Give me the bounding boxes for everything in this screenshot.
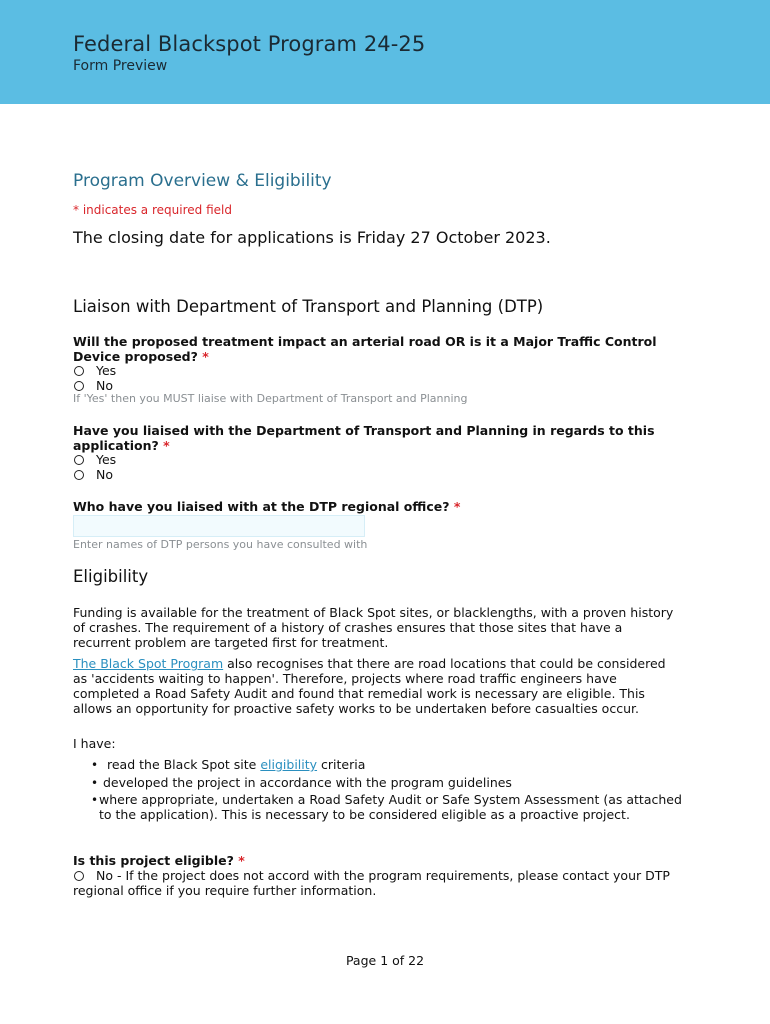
page-number: Page 1 of 22 <box>345 953 425 968</box>
question-hint: If 'Yes' then you MUST liaise with Department of Transport and Planning <box>73 392 468 405</box>
required-mark: * <box>238 853 245 868</box>
list-item: • developed the project in accordance with the program guidelines <box>73 776 683 791</box>
question-label: Is this project eligible? <box>73 853 234 868</box>
required-field-note: * indicates a required field <box>73 203 232 217</box>
question-label: Have you liaised with the Department of Transport and Planning in regards to this application? <box>73 423 655 453</box>
question-label: Who have you liaised with at the DTP regional office? <box>73 499 450 514</box>
question-label: Will the proposed treatment impact an arterial road OR is it a Major Traffic Control Device proposed? <box>73 334 657 364</box>
eligibility-heading: Eligibility <box>73 567 149 586</box>
list-item <box>73 758 683 773</box>
form-header <box>0 0 770 104</box>
question-arterial-road <box>73 334 693 364</box>
required-mark: * <box>163 438 170 453</box>
radio-option-no[interactable] <box>73 378 113 393</box>
radio-option-no[interactable] <box>73 868 683 898</box>
radio-option-yes[interactable] <box>73 363 116 378</box>
liaison-heading: Liaison with Department of Transport and Planning (DTP) <box>73 297 544 316</box>
eligibility-paragraph-1: Funding is available for the treatment of Black Spot sites, or blacklengths, with a proven history of crashes. The requirement of a history of crashes ensures that those sites that have a recurrent problem are targeted first for treatment. <box>73 605 674 650</box>
required-mark: * <box>453 499 461 514</box>
radio-circle[interactable] <box>74 455 84 465</box>
radio-label: No - If the project does not accord with the program requirements, please contact your DTP regional office if you require further information. <box>73 868 670 898</box>
dtp-contact-input[interactable] <box>73 515 365 537</box>
radio-circle[interactable] <box>74 381 84 391</box>
form-title: Federal Blackspot Program 24-25 <box>73 32 426 56</box>
radio-label: Yes <box>96 452 117 467</box>
eligibility-paragraph-2 <box>73 656 683 716</box>
list-item <box>73 793 683 822</box>
radio-label: No <box>96 467 113 482</box>
black-spot-program-link[interactable]: The Black Spot Program <box>73 656 224 671</box>
radio-circle[interactable] <box>74 366 84 376</box>
radio-option-yes[interactable] <box>73 452 116 467</box>
radio-label: Yes <box>96 363 117 378</box>
list-item-text: read the Black Spot site <box>107 757 261 772</box>
question-liaised-dtp <box>73 423 693 453</box>
radio-label: No <box>96 378 113 393</box>
required-mark: * <box>202 349 209 364</box>
radio-option-no[interactable] <box>73 467 113 482</box>
eligibility-link[interactable]: eligibility <box>260 757 318 772</box>
question-project-eligible <box>73 853 693 868</box>
input-hint: Enter names of DTP persons you have consulted with <box>73 538 368 551</box>
radio-circle[interactable] <box>74 871 84 881</box>
radio-circle[interactable] <box>74 470 84 480</box>
section-title: Program Overview & Eligibility <box>73 171 332 191</box>
form-subtitle: Form Preview <box>73 58 168 74</box>
list-item-text: • where appropriate, undertaken a Road Safety Audit or Safe System Assessment (as attached to the application). This is necessary to be considered eligible as a proactive project. <box>99 792 682 822</box>
question-dtp-contact <box>73 499 693 514</box>
closing-date-text: The closing date for applications is Friday 27 October 2023. <box>73 228 551 247</box>
paragraph-text: also recognises that there are road locations that could be considered as 'accidents waiting to happen'. Therefore, projects where road traffic engineers have completed a Road Safety Audit and found that remedial work is necessary are eligible. This allows an opportunity for proactive safety works to be undertaken before casualties occur. <box>73 656 666 716</box>
checklist <box>73 758 683 825</box>
list-item-text: criteria <box>317 757 366 772</box>
i-have-label: I have: <box>73 736 116 751</box>
